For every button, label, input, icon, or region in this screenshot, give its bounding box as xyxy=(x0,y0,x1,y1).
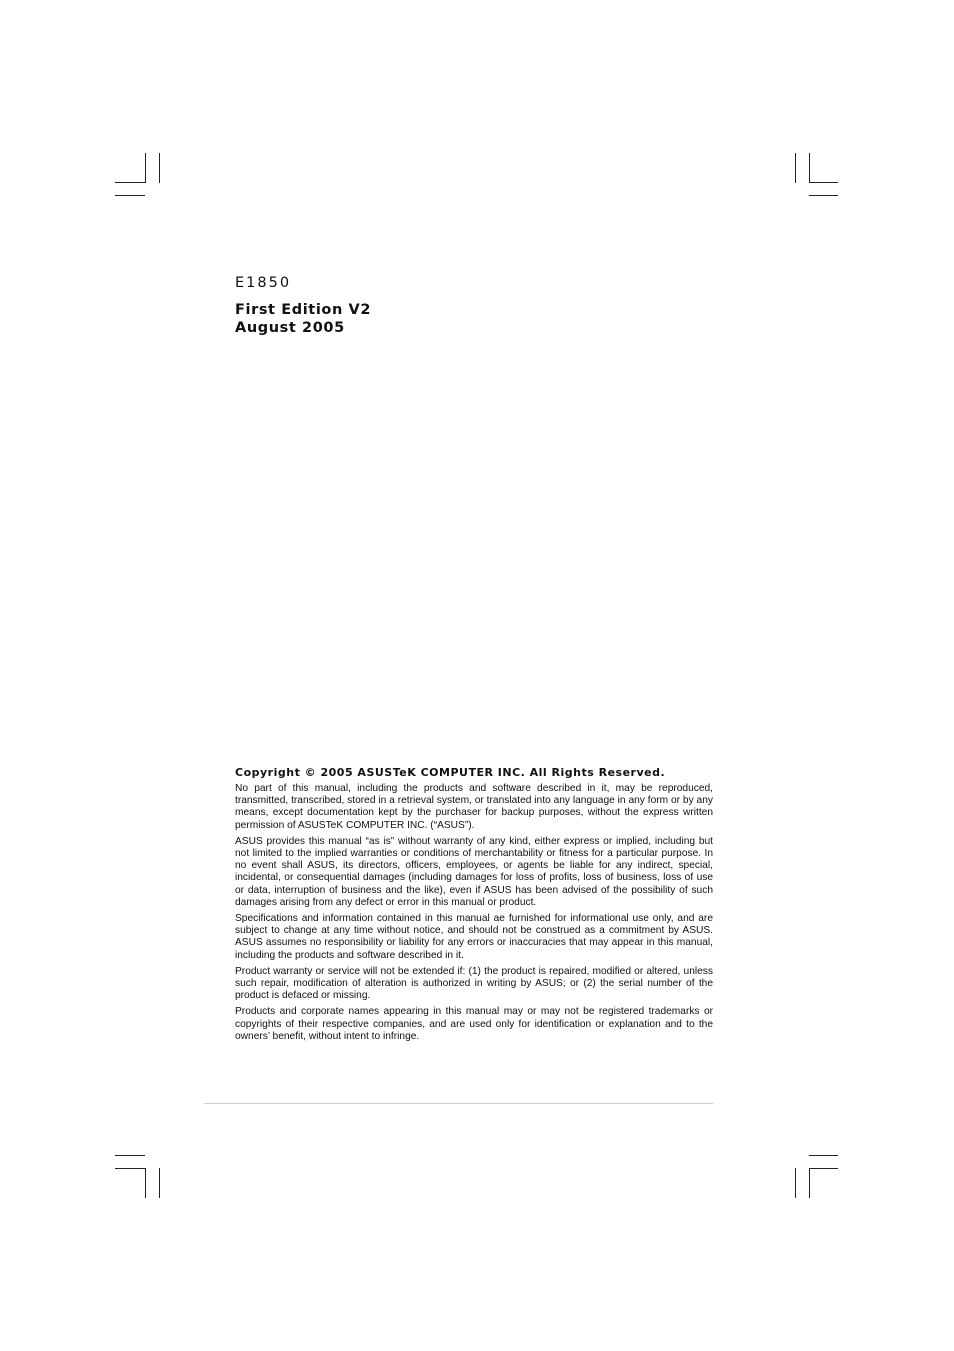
legal-paragraph-reproduction: No part of this manual, including the products and software described in it, may be reproduced, transmitted, transcribed, stored in a retrieval system, or translated into any language in any form or by any means, except documentation kept by the purchaser for backup purposes, without the express written permission of ASUSTeK COMPUTER INC. (“ASUS”). xyxy=(235,783,713,831)
edition-label: First Edition V2 xyxy=(235,302,372,318)
crop-mark-top-left-horizontal-outer xyxy=(115,195,145,196)
crop-mark-top-left-vertical xyxy=(145,153,146,183)
crop-mark-top-left-horizontal xyxy=(115,182,145,183)
publication-date: August 2005 xyxy=(235,320,345,336)
crop-mark-bottom-right-horizontal xyxy=(809,1168,838,1169)
crop-mark-bottom-left-vertical xyxy=(145,1168,146,1198)
crop-mark-top-right-horizontal-outer xyxy=(809,195,838,196)
legal-notice xyxy=(235,766,713,1047)
crop-mark-top-right-vertical xyxy=(809,153,810,183)
crop-mark-top-right-vertical-outer xyxy=(795,153,796,183)
crop-mark-bottom-right-horizontal-outer xyxy=(809,1155,838,1156)
copyright-heading: Copyright © 2005 ASUSTeK COMPUTER INC. All Rights Reserved. xyxy=(235,766,666,779)
legal-paragraph-specifications: Specifications and information contained in this manual ae furnished for informational use only, and are subject to change at any time without notice, and should not be construed as a commitment by ASUS. ASUS assumes no responsibility or liability for any errors or inaccuracies that may appear in this manual, including the products and software described in it. xyxy=(235,913,713,961)
crop-mark-top-right-horizontal xyxy=(809,182,838,183)
legal-paragraph-warranty: ASUS provides this manual “as is” without warranty of any kind, either express or implied, including but not limited to the implied warranties or conditions of merchantability or fitness for a particular purpose. In no event shall ASUS, its directors, officers, employees, or agents be liable for any indirect, special, incidental, or consequential damages (including damages for loss of profits, loss of business, loss of use or data, interruption of business and the like), even if ASUS has been advised of the possibility of such damages arising from any defect or error in this manual or product. xyxy=(235,835,713,908)
model-number: E1850 xyxy=(235,275,292,291)
crop-mark-bottom-left-vertical-outer xyxy=(159,1168,160,1198)
crop-mark-bottom-right-vertical xyxy=(809,1168,810,1198)
crop-mark-bottom-left-horizontal-outer xyxy=(115,1155,145,1156)
legal-paragraph-trademarks: Products and corporate names appearing in this manual may or may not be registered trademarks or copyrights of their respective companies, and are used only for identification or explanation and to the owners’ benefit, without intent to infringe. xyxy=(235,1006,713,1042)
crop-mark-bottom-left-horizontal xyxy=(115,1168,145,1169)
legal-paragraph-service: Product warranty or service will not be extended if: (1) the product is repaired, modified or altered, unless such repair, modification of alteration is authorized in writing by ASUS; or (2) the serial number of the product is defaced or missing. xyxy=(235,965,713,1002)
crop-mark-bottom-right-vertical-outer xyxy=(795,1168,796,1198)
footer-divider xyxy=(204,1103,713,1104)
crop-mark-top-left-vertical-outer xyxy=(159,153,160,183)
title-block xyxy=(235,275,371,337)
